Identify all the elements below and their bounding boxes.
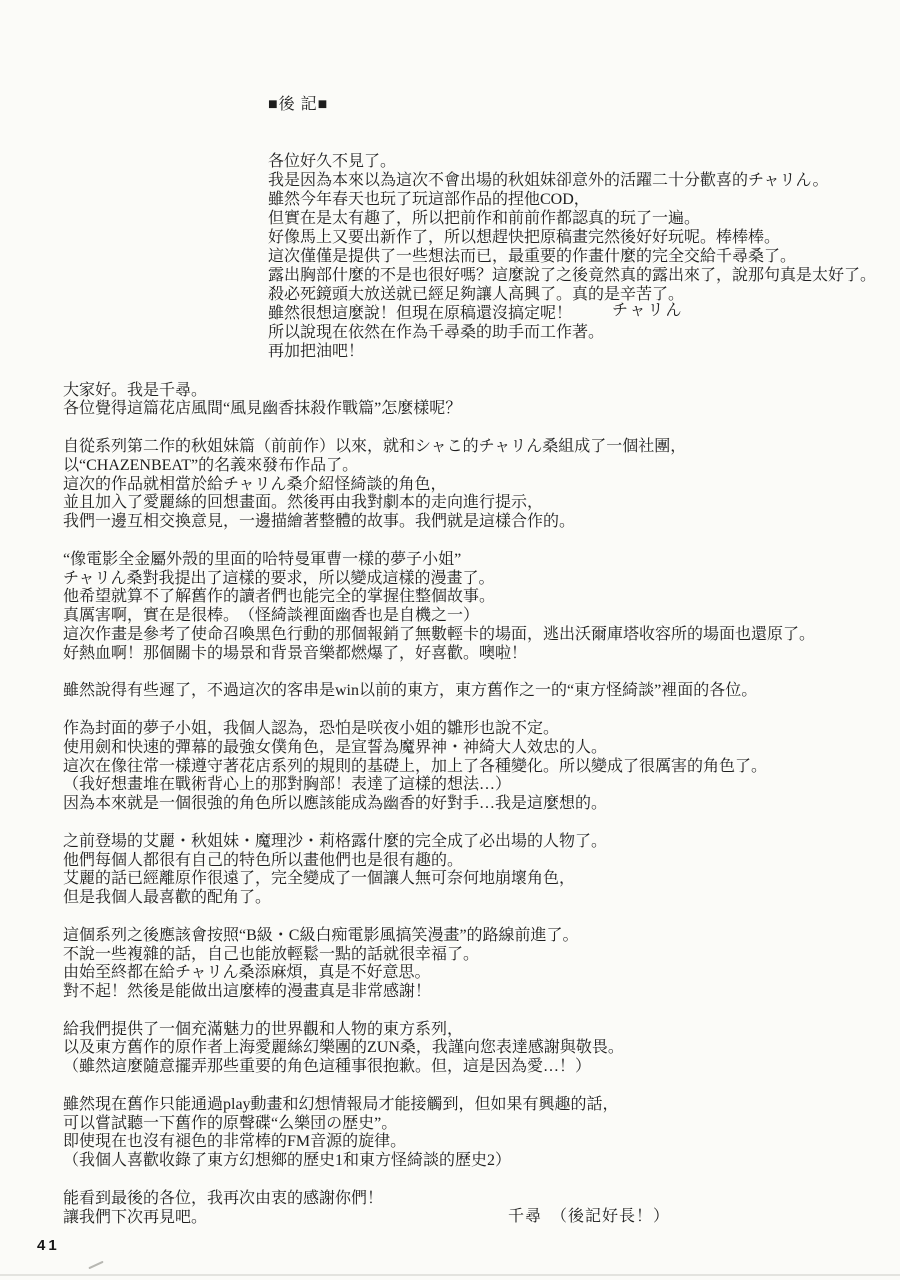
text-line xyxy=(63,1077,815,1096)
text-line: 雖然很想這麼說！但現在原稿還沒搞定呢！ xyxy=(268,305,573,322)
text-line: 這個系列之後應該會按照“B級・C級白痴電影風搞笑漫畫”的路線前進了。 xyxy=(63,926,579,944)
text-line: 作為封面的夢子小姐，我個人認為，恐怕是咲夜小姐的雛形也說不定。 xyxy=(63,719,560,737)
text-line: 我是因為本來以為這次不會出場的秋姐妹卻意外的活躍二十分歡喜的チャリん。 xyxy=(268,172,829,189)
text-line: 這次作畫是參考了使命召喚黑色行動的那個報銷了無數輕卡的場面，逃出沃爾庫塔收容所的場面也還原了。 xyxy=(63,625,816,643)
text-line: 雖然今年春天也玩了玩這部作品的捏他COD， xyxy=(268,191,590,208)
text-line xyxy=(63,908,815,927)
text-line: 但是我個人最喜歡的配角了。 xyxy=(63,889,272,907)
text-line: 以“CHAZENBEAT”的名義來發布作品了。 xyxy=(63,456,359,474)
text-line: 我們一邊互相交換意見，一邊描繪著整體的故事。我們就是這樣合作的。 xyxy=(63,513,576,531)
text-line: （我個人喜歡收錄了東方幻想鄉的歷史1和東方怪綺談的歷史2） xyxy=(63,1152,512,1170)
text-line: 真厲害啊，實在是很棒。 （怪綺談裡面幽香也是自機之一） xyxy=(63,607,480,625)
text-line: 好像馬上又要出新作了，所以想趕快把原稿畫完然後好好玩呢。棒棒棒。 xyxy=(268,229,781,246)
text-line: （雖然這麼隨意擺弄那些重要的角色這種事很抱歉。但，這是因為愛…！） xyxy=(63,1058,592,1076)
charin-signature: チャリん xyxy=(612,302,684,319)
text-line: 各位好久不見了。 xyxy=(268,153,397,170)
text-line: 再加把油吧！ xyxy=(268,343,365,360)
text-line: 這次的作品就相當於給チャリん桑介紹怪綺談的角色， xyxy=(63,475,447,493)
text-line: 這次僅僅是提供了一些想法而已，最重要的作畫什麼的完全交給千尋桑了。 xyxy=(268,248,797,265)
afterword-header: ■後 記■ xyxy=(268,96,329,113)
text-line: 對不起！然後是能做出這麼棒的漫畫真是非常感謝！ xyxy=(63,983,432,1001)
text-line: “像電影全金屬外殼的里面的哈特曼軍曹一樣的夢子小姐” xyxy=(63,550,462,568)
text-line: 但實在是太有趣了，所以把前作和前前作都認真的玩了一遍。 xyxy=(268,210,701,227)
text-line: 之前登場的艾麗・秋姐妹・魔理沙・莉格露什麼的完全成了必出場的人物了。 xyxy=(63,832,608,850)
text-line: チャリん桑對我提出了這樣的要求，所以變成這樣的漫畫了。 xyxy=(63,569,495,587)
text-line: 雖然說得有些遲了，不過這次的客串是win以前的東方，東方舊作之一的“東方怪綺談”裡面的各位。 xyxy=(63,682,758,700)
text-line: 他希望就算不了解舊作的讀者們也能完全的掌握住整個故事。 xyxy=(63,588,496,606)
text-line: 艾麗的話已經離原作很遠了，完全變成了一個讓人無可奈何地崩壞角色， xyxy=(63,870,576,888)
text-line: 以及東方舊作的原作者上海愛麗絲幻樂團的ZUN桑，我謹向您表達感謝與敬畏。 xyxy=(63,1039,624,1057)
text-line: 不說一些複雜的話，自己也能放輕鬆一點的話就很幸福了。 xyxy=(63,945,480,963)
main-commentary-body xyxy=(63,382,815,1228)
scan-artifact-bottom-streak xyxy=(0,1274,900,1276)
text-line: 可以嘗試聽一下舊作的原聲碟“么樂団の歴史”。 xyxy=(63,1114,398,1132)
afterword-body xyxy=(268,152,876,361)
text-line: 給我們提供了一個充滿魅力的世界觀和人物的東方系列， xyxy=(63,1020,464,1038)
text-line: 自從系列第二作的秋姐妹篇（前前作）以來，就和シャこ的チャリん桑組成了一個社團， xyxy=(63,437,687,455)
afterword-section xyxy=(268,57,876,380)
main-commentary-section xyxy=(63,344,815,1246)
text-line xyxy=(63,701,815,720)
text-line: 大家好。我是千尋。 xyxy=(63,381,208,399)
text-line: （我好想畫堆在戰術背心上的那對胸部！表達了這樣的想法…） xyxy=(63,776,512,794)
text-line xyxy=(63,1171,815,1190)
text-line: 這次在像往常一樣遵守著花店系列的規則的基礎上，加上了各種變化。所以變成了很厲害的角色了。 xyxy=(63,757,768,775)
text-line: 讓我們下次再見吧。 xyxy=(63,1208,208,1226)
text-line xyxy=(63,814,815,833)
text-line: 能看到最後的各位，我再次由衷的感謝你們！ xyxy=(63,1189,384,1207)
text-line: 好熱血啊！那個關卡的場景和背景音樂都燃爆了，好喜歡。噢啦！ xyxy=(63,644,528,662)
scan-artifact-scratch xyxy=(88,1261,103,1270)
page-number: 41 xyxy=(37,1237,60,1254)
text-line: 殺必死鏡頭大放送就已經足夠讓人高興了。真的是辛苦了。 xyxy=(268,286,685,303)
text-line: 所以說現在依然在作為千尋桑的助手而工作著。 xyxy=(268,324,605,341)
text-line xyxy=(63,532,815,551)
text-line: 各位覺得這篇花店風間“風見幽香抹殺作戰篇”怎麼樣呢？ xyxy=(63,400,462,418)
text-line: 雖然現在舊作只能通過play動畫和幻想情報局才能接觸到，但如果有興趣的話， xyxy=(63,1095,619,1113)
text-line xyxy=(63,419,815,438)
text-line: 由始至終都在給チャリん桑添麻煩，真是不好意思。 xyxy=(63,964,431,982)
text-line xyxy=(63,664,815,683)
text-line: 使用劍和快速的彈幕的最強女僕角色，是宣誓為魔界神・神綺大人效忠的人。 xyxy=(63,738,608,756)
text-line: 即使現在也沒有褪色的非常棒的FM音源的旋律。 xyxy=(63,1133,407,1151)
text-line: 因為本來就是一個很強的角色所以應該能成為幽香的好對手…我是這麼想的。 xyxy=(63,795,608,813)
text-line xyxy=(63,1002,815,1021)
text-line: 露出胸部什麼的不是也很好嗎？這麼說了之後竟然真的露出來了，說那句真是太好了。 xyxy=(268,267,877,284)
text-line: 並且加入了愛麗絲的回想畫面。然後再由我對劇本的走向進行提示， xyxy=(63,494,544,512)
text-line: 他們每個人都很有自己的特色所以畫他們也是很有趣的。 xyxy=(63,851,464,869)
chihiro-signature: 千尋 （後記好長！） xyxy=(508,1208,671,1225)
